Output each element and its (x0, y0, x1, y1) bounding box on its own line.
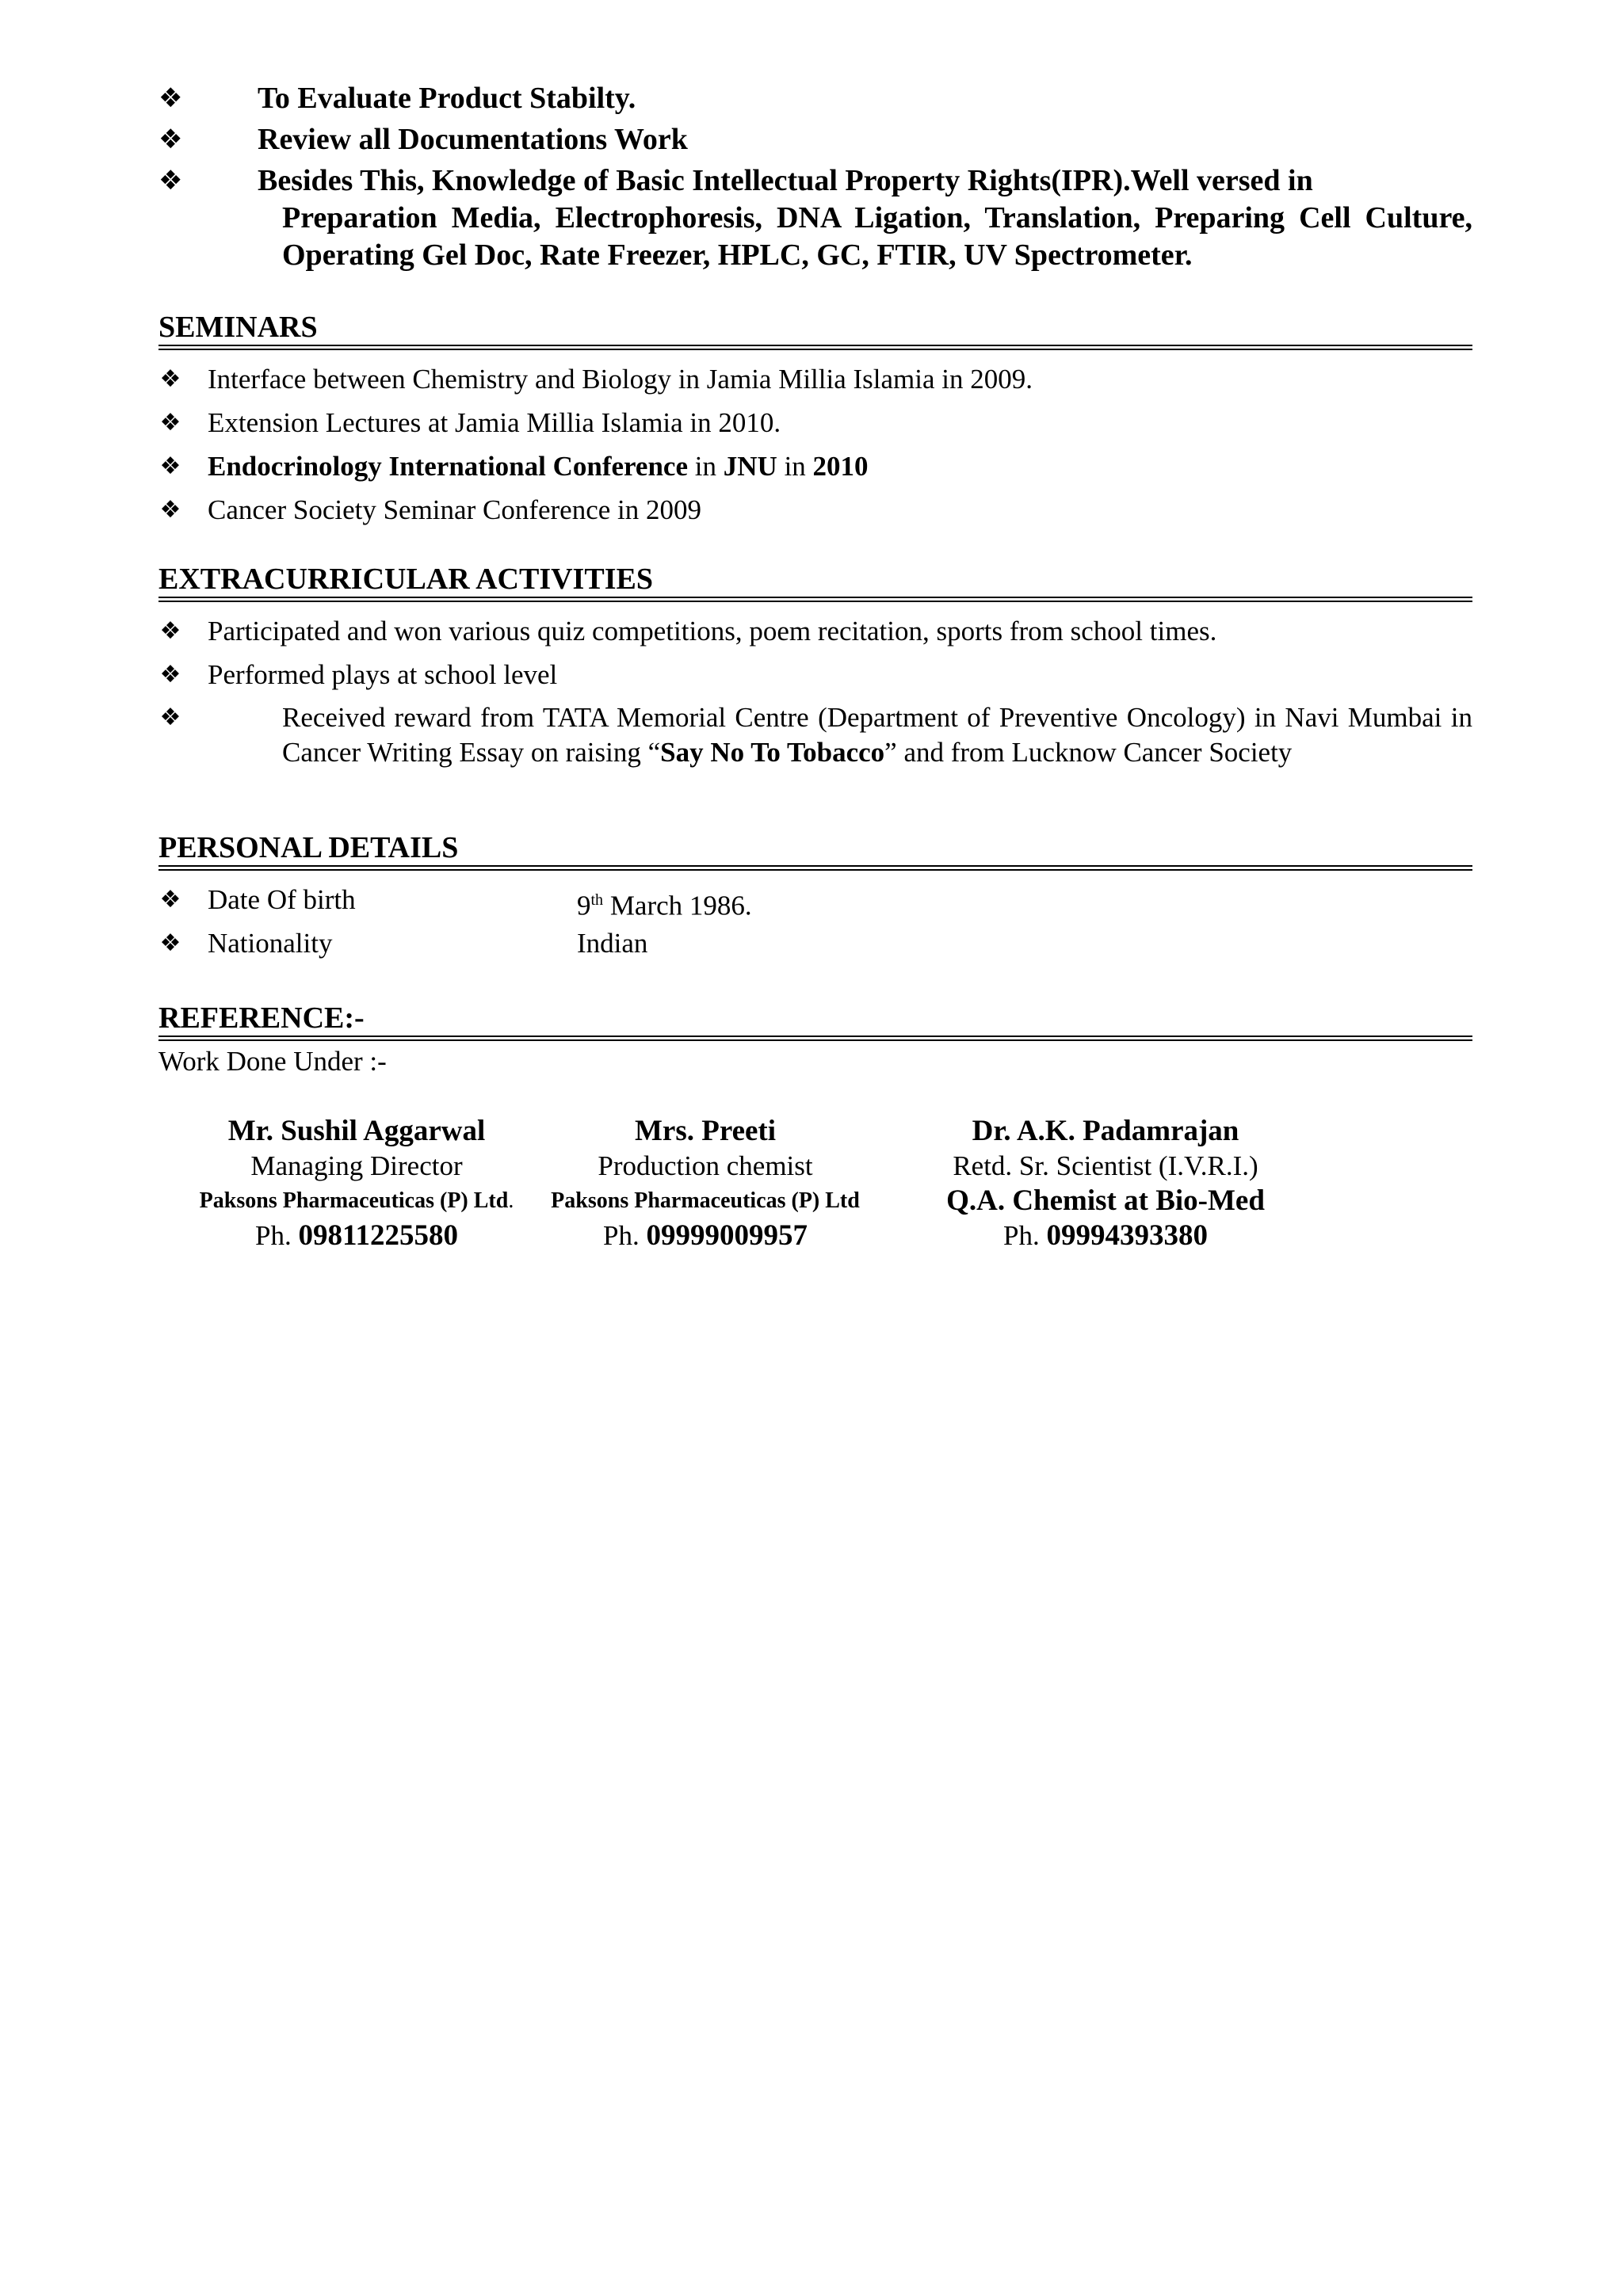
reference-card-2 (527, 1114, 884, 1253)
diamond-bullet-icon: ❖ (159, 452, 181, 480)
conference-name: Endocrinology International Conference (208, 451, 689, 482)
extracurricular-item-2: Performed plays at school level (208, 659, 558, 690)
reference-phone: Ph. 09994393380 (1003, 1219, 1208, 1252)
reference-role: Retd. Sr. Scientist (I.V.R.I.) (953, 1150, 1258, 1181)
diamond-bullet-icon: ❖ (158, 165, 183, 196)
seminar-item-4: Cancer Society Seminar Conference in 2009 (208, 494, 701, 525)
top-list-item-1: To Evaluate Product Stabilty. (258, 82, 636, 115)
diamond-bullet-icon: ❖ (159, 496, 181, 524)
diamond-bullet-icon: ❖ (158, 124, 183, 155)
reference-card-1 (158, 1114, 555, 1253)
seminar-item-1: Interface between Chemistry and Biology in Jamia Millia Islamia in 2009. (208, 364, 1033, 395)
conference-year: 2010 (812, 451, 869, 482)
conference-place: JNU (723, 451, 777, 482)
diamond-bullet-icon: ❖ (159, 929, 181, 957)
seminar-item-2: Extension Lectures at Jamia Millia Islamia in 2010. (208, 407, 781, 438)
reference-heading: REFERENCE:- (158, 1002, 1472, 1041)
dob-label: Date Of birth (208, 884, 356, 915)
personal-details-heading: PERSONAL DETAILS (158, 832, 1472, 871)
reference-organization: Paksons Pharmaceuticas (P) Ltd (551, 1188, 860, 1213)
diamond-bullet-icon: ❖ (159, 409, 181, 437)
top-list-item-3 (258, 162, 1472, 274)
reference-phone: Ph. 09811225580 (255, 1219, 458, 1252)
nationality-value: Indian (577, 928, 648, 959)
reference-role: Production chemist (598, 1150, 813, 1181)
reference-phone: Ph. 09999009957 (603, 1219, 808, 1252)
reference-role: Managing Director (250, 1150, 463, 1181)
diamond-bullet-icon: ❖ (159, 661, 181, 688)
diamond-bullet-icon: ❖ (158, 82, 183, 114)
diamond-bullet-icon: ❖ (159, 886, 181, 913)
campaign-slogan: Say No To Tobacco (660, 737, 885, 768)
top-list-item-3-continuation: Preparation Media, Electrophoresis, DNA Ligation, Translation, Preparing Cell Culture, Operating Gel Doc, Rate Freezer, HPLC, GC, FTIR, UV Spectrometer. (282, 201, 1472, 272)
nationality-label: Nationality (208, 928, 333, 959)
diamond-bullet-icon: ❖ (159, 704, 181, 731)
dob-value: 9th March 1986. (577, 890, 752, 921)
extracurricular-item-1: Participated and won various quiz competitions, poem recitation, sports from school times. (208, 616, 1217, 646)
top-list-item-3-first-line: Besides This, Knowledge of Basic Intellectual Property Rights(IPR).Well versed in (258, 164, 1313, 197)
seminars-heading: SEMINARS (158, 311, 1472, 350)
reference-name: Dr. A.K. Padamrajan (972, 1115, 1239, 1147)
extracurricular-heading: EXTRACURRICULAR ACTIVITIES (158, 563, 1472, 602)
reference-card-3 (896, 1114, 1316, 1253)
top-list-item-2: Review all Documentations Work (258, 123, 688, 156)
extracurricular-item-3: Received reward from TATA Memorial Centre (Department of Preventive Oncology) in Navi Mumbai in Cancer Writing Essay on raising “Say No To Tobacco” and from Lucknow Cancer Society (282, 702, 1472, 768)
reference-name: Mrs. Preeti (634, 1115, 777, 1147)
reference-name: Mr. Sushil Aggarwal (227, 1115, 486, 1147)
diamond-bullet-icon: ❖ (159, 617, 181, 645)
reference-organization: Paksons Pharmaceuticas (P) Ltd. (199, 1188, 514, 1213)
seminar-item-3: Endocrinology International Conference in JNU in 2010 (208, 451, 869, 482)
reference-organization: Q.A. Chemist at Bio-Med (946, 1184, 1265, 1217)
diamond-bullet-icon: ❖ (159, 365, 181, 393)
reference-intro: Work Done Under :- (158, 1046, 387, 1077)
